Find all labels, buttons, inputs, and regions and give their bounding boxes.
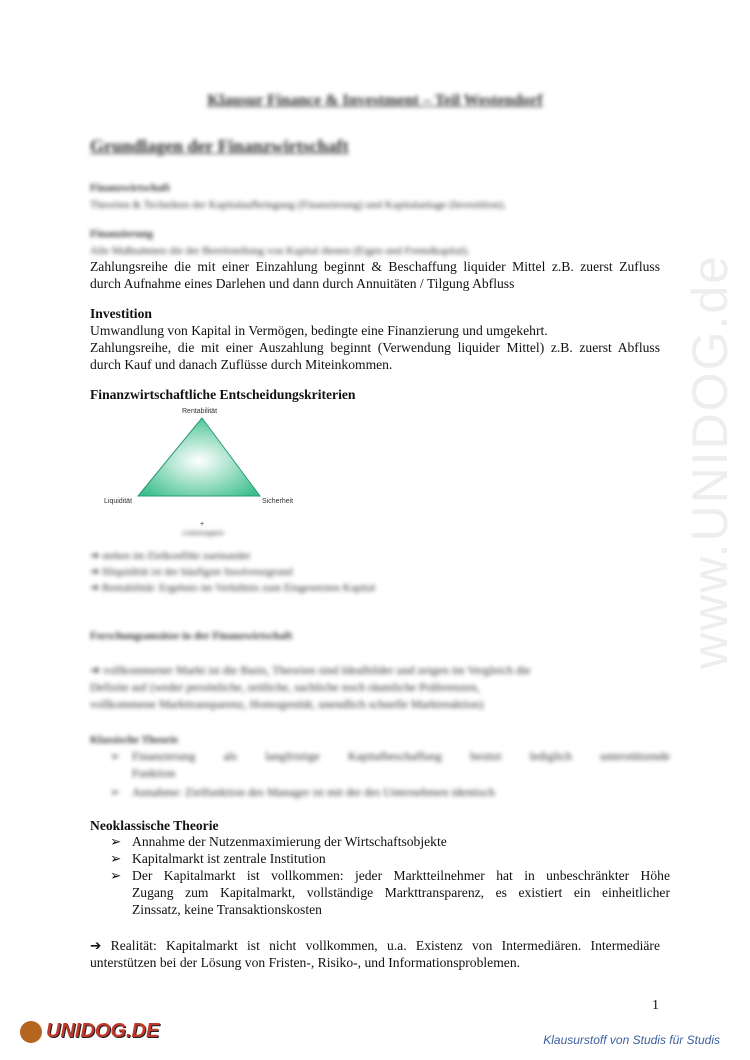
dog-icon — [20, 1021, 42, 1043]
finanzierung-heading: Finanzierung — [90, 228, 153, 240]
finanzwirtschaft-block — [90, 180, 660, 214]
watermark: www.UNIDOG.de — [682, 254, 738, 669]
section-title: Grundlagen der Finanzwirtschaft — [90, 136, 349, 156]
triangle-bottom-label: Unabhängigkeit — [182, 531, 224, 537]
list-item-text: Annahme: Zielfunktion des Manager ist mit der des Unternehmen identisch — [132, 785, 495, 799]
triangle-right-label: Sicherheit — [262, 498, 294, 505]
realitaet-text — [90, 937, 660, 971]
triangle-diagram — [90, 404, 320, 544]
finanzwirtschaft-text: Theorien & Techniken der Kapitalaufbringung (Finanzierung) und Kapitalanlage (Investition). — [90, 199, 506, 211]
list-item-text: Zugang zum Kapitalmarkt, vollständige Markttransparenz, es existiert ein einheitlicher — [132, 885, 670, 900]
klassische-heading: Klassische Theorie — [90, 734, 179, 746]
investition-block — [90, 305, 660, 373]
list-item — [110, 867, 670, 918]
list-item — [110, 833, 670, 850]
list-item-text: Der Kapitalmarkt ist vollkommen: jeder Marktteilnehmer hat in unbeschränkter Höhe — [132, 868, 670, 883]
footer-slogan: Klausurstoff von Studis für Studis — [543, 1033, 720, 1047]
investition-line1: Umwandlung von Kapital in Vermögen, bedingte eine Finanzierung und umgekehrt. — [90, 323, 548, 338]
list-item — [110, 784, 670, 801]
kriterien-point: ➔ stehen im Zielkonflikt zueinander — [90, 550, 251, 562]
realitaet-line2: unterstützen bei der Lösung von Fristen-, Risiko-, und Informationsproblemen. — [90, 955, 521, 970]
bullet-arrow-icon: ➢ — [110, 785, 121, 799]
page-number: 1 — [652, 998, 659, 1013]
finanzierung-line3: durch Aufnahme eines Darlehen und dann durch Annuitäten / Tilgung Abfluss — [90, 276, 515, 291]
list-item-text: Annahme der Nutzenmaximierung der Wirtschaftsobjekte — [132, 834, 447, 849]
finanzierung-line2: Zahlungsreihe die mit einer Einzahlung beginnt & Beschaffung liquider Mittel z.B. zuerst Zufluss — [90, 259, 660, 274]
list-item — [110, 748, 670, 782]
unidog-logo — [20, 1020, 159, 1043]
forschung-line1: ➔ vollkommener Markt ist die Basis, Theorien sind Idealbilder und zeigen im Vergleich die — [90, 663, 531, 677]
bullet-arrow-icon: ➢ — [110, 868, 122, 883]
list-item — [110, 850, 670, 867]
realitaet-line1: ➔ Realität: Kapitalmarkt ist nicht vollkommen, u.a. Existenz von Intermediären. Intermediäre — [90, 938, 660, 953]
klassische-list — [110, 748, 670, 801]
finanzierung-line1: Alle Maßnahmen die der Bereitstellung von Kapital dienen (Eigen und Fremdkapital). — [90, 245, 470, 257]
list-item-text: Kapitalmarkt ist zentrale Institution — [132, 851, 326, 866]
investition-line3: durch Kauf und danach Zuflüsse durch Miteinkommen. — [90, 357, 393, 372]
investition-line2: Zahlungsreihe, die mit einer Auszahlung beginnt (Verwendung liquider Mittel) z.B. zuerst Abfluss — [90, 340, 660, 355]
forschung-text — [90, 662, 660, 713]
list-item-text: Funktion — [132, 766, 176, 780]
kriterien-point: ➔ Rentabilität: Ergebnis im Verhältnis zum Eingesetzten Kapital — [90, 582, 376, 594]
kriterien-heading: Finanzwirtschaftliche Entscheidungskriterien — [90, 387, 356, 402]
investition-heading: Investition — [90, 306, 152, 321]
triangle-plus: + — [200, 521, 205, 528]
neoklassische-list — [110, 833, 670, 918]
kriterien-points — [90, 548, 660, 596]
forschung-line2: Defizite auf (weder persönliche, zeitliche, sachliche noch räumliche Präferenzen, — [90, 680, 480, 694]
triangle-left-label: Liquidität — [104, 498, 133, 505]
bullet-arrow-icon: ➢ — [110, 749, 121, 763]
document-title: Klausur Finance & Investment – Teil Westendorf — [207, 92, 543, 109]
triangle-graphic — [90, 404, 320, 544]
forschung-heading: Forschungsansätze in der Finanzwirtschaft — [90, 630, 293, 642]
triangle-top-label: Rentabilität — [182, 408, 218, 415]
kriterien-point: ➔ Illiquidität ist der häufigste Insolvenzgrund — [90, 566, 293, 578]
bullet-arrow-icon: ➢ — [110, 851, 122, 866]
finanzwirtschaft-heading: Finanzwirtschaft — [90, 182, 171, 194]
forschung-line3: vollkommene Markttransparenz, Homogenität, unendlich schnelle Marktreaktion) — [90, 697, 484, 711]
list-item-text: Zinssatz, keine Transaktionskosten — [132, 902, 322, 917]
list-item-text: Finanzierung als langfristige Kapitalbeschaffung besitzt lediglich unterstützende — [132, 749, 670, 763]
logo-text: UNIDOG.DE — [46, 1020, 160, 1042]
finanzierung-heading-block — [90, 226, 660, 260]
bullet-arrow-icon: ➢ — [110, 834, 122, 849]
neoklassische-heading: Neoklassische Theorie — [90, 818, 219, 833]
finanzierung-text — [90, 258, 660, 292]
